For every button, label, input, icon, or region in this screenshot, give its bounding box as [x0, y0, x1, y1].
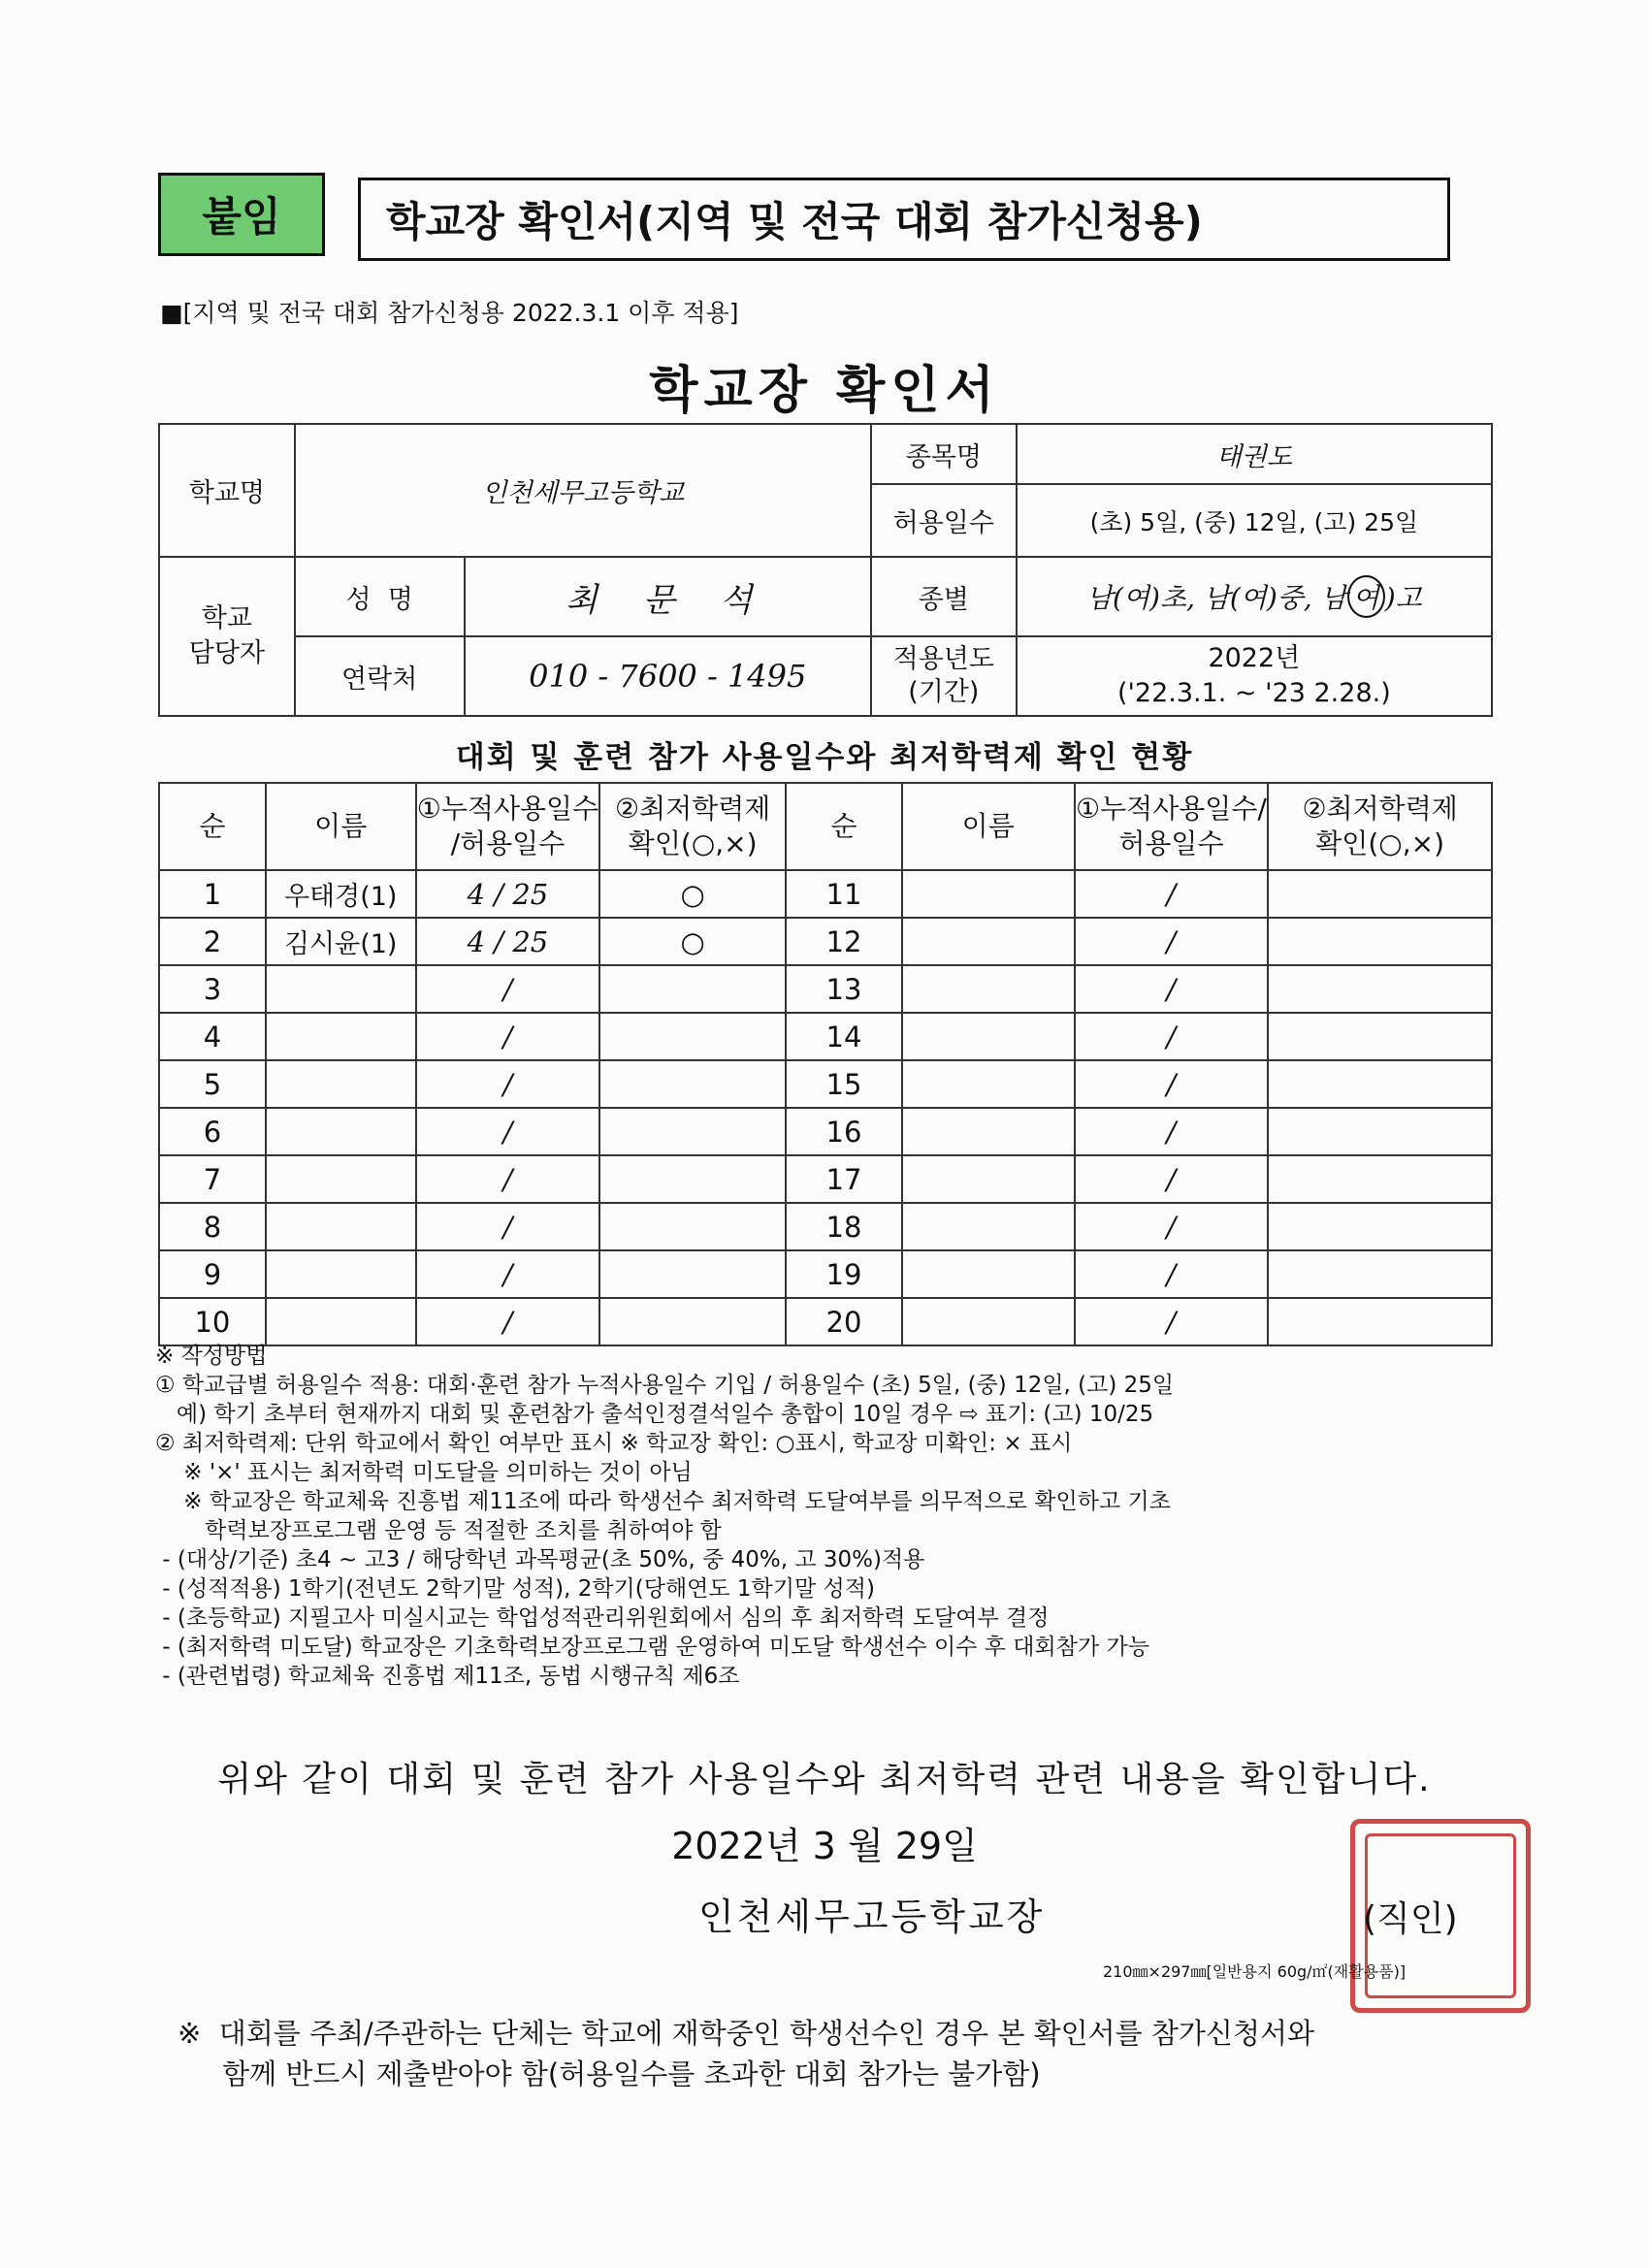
days-used-2: / [1075, 918, 1269, 965]
academic-check-2 [1268, 870, 1492, 918]
gender-circled-mark: 여 [1347, 575, 1385, 618]
document-title: 학교장 확인서 [649, 362, 1000, 420]
gender-label: 종별 [871, 557, 1017, 636]
instruction-line: - (초등학교) 지필고사 미실시교는 학업성적관리위원회에서 심의 후 최저학력 도달여부 결정 [155, 1605, 1050, 1631]
row-number-2: 13 [786, 965, 902, 1013]
days-used: / [416, 1108, 600, 1155]
student-name [266, 1060, 416, 1108]
year-label-bottom: (기간) [908, 677, 980, 707]
instruction-line: ① 학교급별 허용일수 적용: 대회·훈련 참가 누적사용일수 기입 / 허용일수 (초) 5일, (중) 12일, (고) 25일 [155, 1373, 1175, 1398]
row-number: 4 [159, 1013, 266, 1060]
row-number: 3 [159, 965, 266, 1013]
academic-check-2 [1268, 1060, 1492, 1108]
row-number: 7 [159, 1155, 266, 1203]
row-number-2: 17 [786, 1155, 902, 1203]
allowed-days-label: 허용일수 [871, 484, 1017, 557]
year-label [871, 636, 1017, 716]
row-number-2: 19 [786, 1250, 902, 1298]
academic-check [599, 1203, 786, 1250]
instruction-line: 학력보장프로그램 운영 등 적절한 조치를 취하여야 함 [155, 1518, 722, 1543]
academic-check-2 [1268, 1250, 1492, 1298]
student-name-2 [902, 870, 1075, 918]
table-row [159, 1298, 1492, 1345]
seal-label: (직인) [1363, 1899, 1458, 1939]
contact-value: 010 - 7600 - 1495 [465, 636, 871, 716]
academic-check [599, 1155, 786, 1203]
student-name [266, 1108, 416, 1155]
academic-check-2 [1268, 918, 1492, 965]
signature-date: 2022년 3 월 29일 [671, 1825, 978, 1867]
year-value-top: 2022년 [1208, 643, 1301, 673]
header-title: 학교장 확인서(지역 및 전국 대회 참가신청용) [358, 178, 1450, 261]
allowed-days-value: (초) 5일, (중) 12일, (고) 25일 [1017, 484, 1492, 557]
days-used-2: / [1075, 1250, 1269, 1298]
row-number: 8 [159, 1203, 266, 1250]
instruction-line: ② 최저학력제: 단위 학교에서 확인 여부만 표시 ※ 학교장 확인: ○표시, 학교장 미확인: × 표시 [155, 1431, 1073, 1456]
scope-note: ■[지역 및 전국 대회 참가신청용 2022.3.1 이후 적용] [160, 299, 739, 327]
days-used-2: / [1075, 1108, 1269, 1155]
days-used: / [416, 1155, 600, 1203]
table-row [159, 918, 1492, 965]
col-no: 순 [159, 783, 266, 870]
days-used-2: / [1075, 1013, 1269, 1060]
instruction-line: - (최저학력 미도달) 학교장은 기초학력보장프로그램 운영하여 미도달 학생선수 이수 후 대회참가 가능 [155, 1635, 1149, 1660]
col-name: 이름 [266, 783, 416, 870]
days-used: / [416, 1203, 600, 1250]
student-name [266, 1298, 416, 1345]
table-row [159, 1155, 1492, 1203]
col-days-2: ①누적사용일수/ 허용일수 [1075, 783, 1269, 870]
col-check-2: ②최저학력제 확인(○,×) [1268, 783, 1492, 870]
row-number-2: 18 [786, 1203, 902, 1250]
academic-check [599, 1298, 786, 1345]
academic-check-2 [1268, 1203, 1492, 1250]
instruction-line: ※ 학교장은 학교체육 진흥법 제11조에 따라 학생선수 최저학력 도달여부를 의무적으로 확인하고 기초 [155, 1489, 1171, 1514]
gender-value [1017, 557, 1492, 636]
instruction-line: - (대상/기준) 초4 ~ 고3 / 해당학년 과목평균(초 50%, 중 40%, 고 30%)적용 [155, 1547, 925, 1572]
days-used-2: / [1075, 1203, 1269, 1250]
manager-name-label: 성 명 [295, 557, 465, 636]
days-used: / [416, 1298, 600, 1345]
manager-name-value: 최 문 석 [465, 557, 871, 636]
academic-check [599, 1250, 786, 1298]
year-label-top: 적용년도 [892, 644, 994, 674]
days-used: / [416, 965, 600, 1013]
manager-label: 학교 담당자 [159, 557, 295, 716]
year-value-bottom: ('22.3.1. ~ '23 2.28.) [1116, 678, 1391, 708]
student-name: 우태경(1) [266, 870, 416, 918]
instruction-line: ※ 작성방법 [155, 1344, 268, 1369]
table-header-row [159, 783, 1492, 870]
days-used-2: / [1075, 870, 1269, 918]
instruction-line: ※ '×' 표시는 최저학력 미도달을 의미하는 것이 아님 [155, 1460, 693, 1485]
student-name-2 [902, 1060, 1075, 1108]
table-row [159, 1013, 1492, 1060]
table-row [159, 1203, 1492, 1250]
student-name [266, 965, 416, 1013]
days-used: 4 / 25 [416, 870, 600, 918]
row-number: 1 [159, 870, 266, 918]
student-name-2 [902, 965, 1075, 1013]
col-name-2: 이름 [902, 783, 1075, 870]
student-name-2 [902, 1203, 1075, 1250]
academic-check-2 [1268, 1298, 1492, 1345]
school-value: 인천세무고등학교 [295, 424, 871, 557]
gender-value-text: 남(여)초, 남(여)중, 남 [1086, 582, 1347, 614]
table-row [159, 965, 1492, 1013]
col-no-2: 순 [786, 783, 902, 870]
row-number: 5 [159, 1060, 266, 1108]
academic-check [599, 965, 786, 1013]
academic-check-2 [1268, 1155, 1492, 1203]
days-used-2: / [1075, 1060, 1269, 1108]
days-used: / [416, 1250, 600, 1298]
section-title: 대회 및 훈련 참가 사용일수와 최저학력제 확인 현황 [455, 740, 1194, 775]
student-name-2 [902, 1155, 1075, 1203]
academic-check-2 [1268, 1013, 1492, 1060]
contact-label: 연락처 [295, 636, 465, 716]
attachment-tag: 붙임 [158, 173, 325, 256]
row-number-2: 11 [786, 870, 902, 918]
days-used: / [416, 1013, 600, 1060]
student-name-2 [902, 1250, 1075, 1298]
academic-check [599, 1013, 786, 1060]
row-number-2: 16 [786, 1108, 902, 1155]
writing-instructions [155, 1342, 1494, 1691]
col-check: ②최저학력제 확인(○,×) [599, 783, 786, 870]
row-number: 6 [159, 1108, 266, 1155]
row-number: 10 [159, 1298, 266, 1345]
sport-value: 태권도 [1017, 424, 1492, 484]
instruction-line: - (성적적용) 1학기(전년도 2학기말 성적), 2학기(당해연도 1학기말 성적) [155, 1576, 875, 1602]
footnote-line-2: 함께 반드시 제출받아야 함(허용일수를 초과한 대회 참가는 불가함) [178, 2057, 1041, 2090]
academic-check: ○ [599, 870, 786, 918]
gender-value-suffix: )고 [1384, 582, 1422, 614]
academic-check: ○ [599, 918, 786, 965]
paper-spec: 210㎜×297㎜[일반용지 60g/㎡(재활용품)] [1103, 1962, 1406, 1981]
student-name-2 [902, 1298, 1075, 1345]
academic-check-2 [1268, 965, 1492, 1013]
info-table [158, 423, 1493, 717]
school-label: 학교명 [159, 424, 295, 557]
footnote-line-1: ※ 대회를 주최/주관하는 단체는 학교에 재학중인 학생선수인 경우 본 확인서를 참가신청서와 [178, 2017, 1314, 2050]
student-name: 김시윤(1) [266, 918, 416, 965]
academic-check [599, 1108, 786, 1155]
row-number-2: 12 [786, 918, 902, 965]
principal-name: 인천세무고등학교장 [698, 1895, 1046, 1938]
days-used-2: / [1075, 1298, 1269, 1345]
col-days: ①누적사용일수 /허용일수 [416, 783, 600, 870]
student-name [266, 1250, 416, 1298]
student-name-2 [902, 1013, 1075, 1060]
academic-check [599, 1060, 786, 1108]
student-name [266, 1155, 416, 1203]
row-number-2: 20 [786, 1298, 902, 1345]
row-number-2: 15 [786, 1060, 902, 1108]
days-used: / [416, 1060, 600, 1108]
confirmation-statement: 위와 같이 대회 및 훈련 참가 사용일수와 최저학력 관련 내용을 확인합니다. [217, 1760, 1432, 1799]
instruction-line: - (관련법령) 학교체육 진흥법 제11조, 동법 시행규칙 제6조 [155, 1664, 740, 1689]
row-number: 9 [159, 1250, 266, 1298]
student-name [266, 1013, 416, 1060]
instruction-line: 예) 학기 초부터 현재까지 대회 및 훈련참가 출석인정결석일수 총합이 10일 경우 ⇨ 표기: (고) 10/25 [155, 1402, 1154, 1427]
row-number: 2 [159, 918, 266, 965]
days-used-2: / [1075, 1155, 1269, 1203]
sport-label: 종목명 [871, 424, 1017, 484]
student-name-2 [902, 918, 1075, 965]
year-value [1017, 636, 1492, 716]
footnote [178, 2013, 1458, 2094]
student-name-2 [902, 1108, 1075, 1155]
table-row [159, 1060, 1492, 1108]
student-name [266, 1203, 416, 1250]
row-number-2: 14 [786, 1013, 902, 1060]
days-used: 4 / 25 [416, 918, 600, 965]
usage-table [158, 782, 1493, 1346]
table-row [159, 1108, 1492, 1155]
table-row [159, 1250, 1492, 1298]
days-used-2: / [1075, 965, 1269, 1013]
table-row [159, 870, 1492, 918]
academic-check-2 [1268, 1108, 1492, 1155]
